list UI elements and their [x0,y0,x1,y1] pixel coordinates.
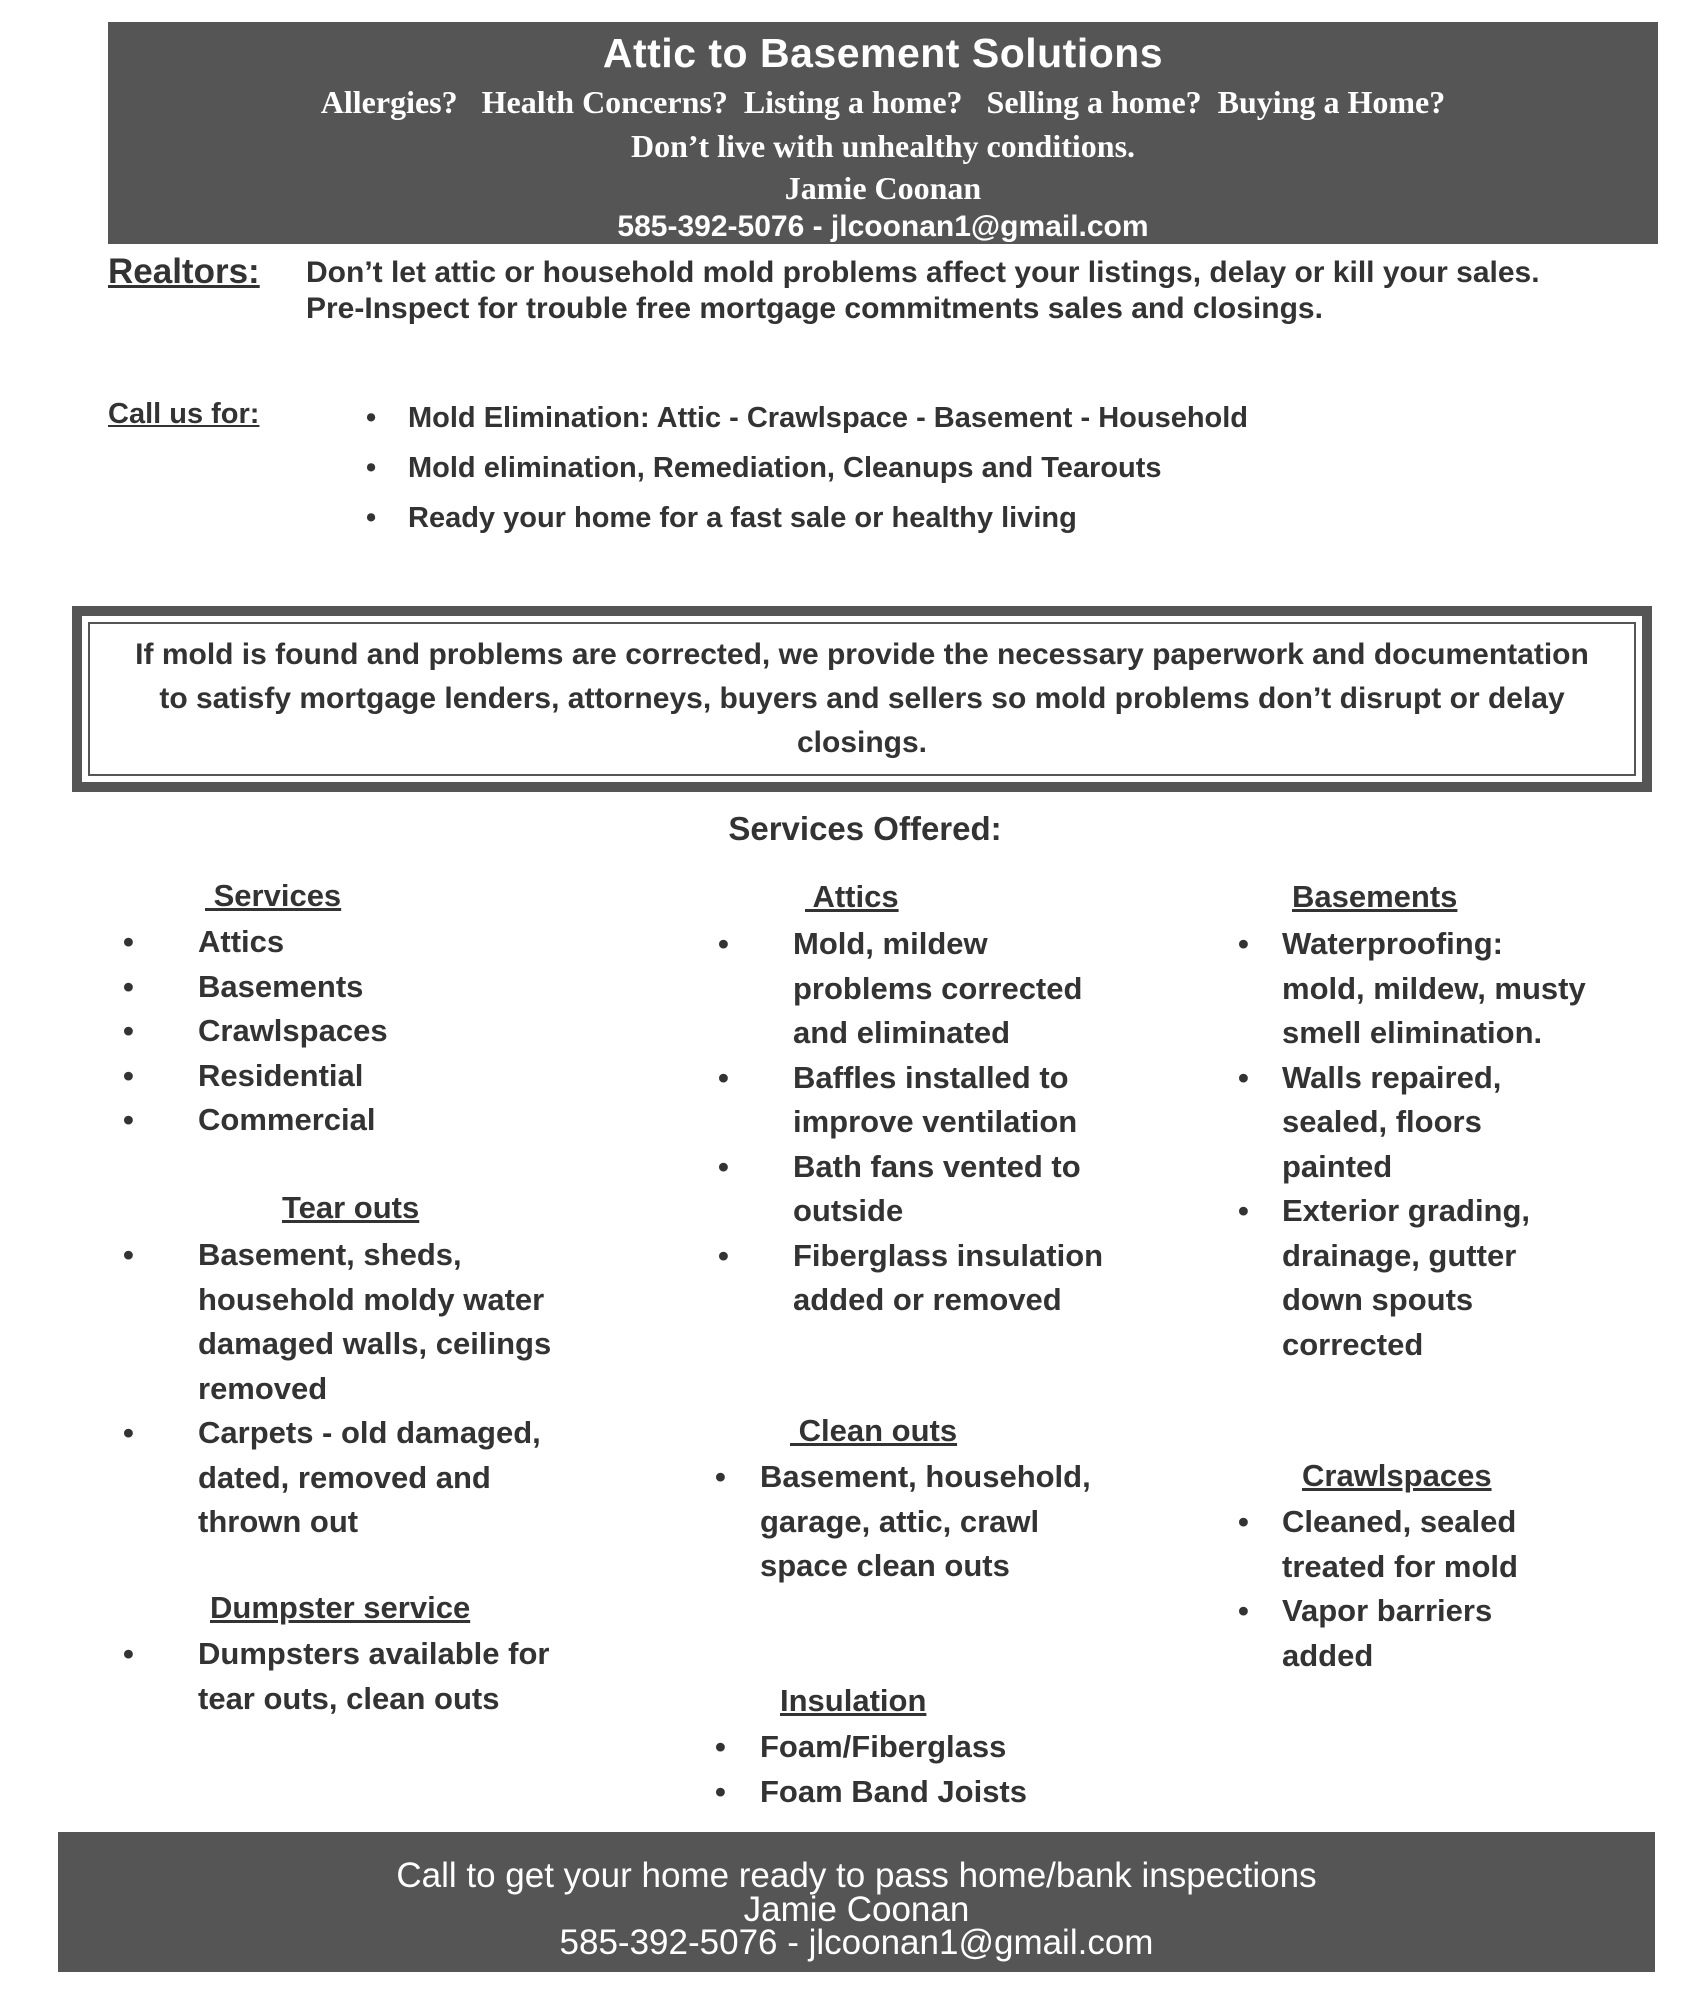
dumpster-list [198,1632,568,1721]
list-item: • Mold, mildew problems corrected and eliminated [793,922,1133,1056]
tear-outs-list [198,1233,598,1545]
list-item: • Commercial [198,1098,598,1143]
dumpster-title: Dumpster service [210,1590,471,1625]
clean-outs-title: Clean outs [790,1413,958,1448]
list-item: • Foam/Fiberglass [760,1725,1160,1770]
list-item: • Fiberglass insulation added or removed [793,1234,1133,1323]
header-tagline: Don’t live with unhealthy conditions. [630,128,1136,164]
realtors-text: Don’t let attic or household mold problems affect your listings, delay or kill your sales. Pre-Inspect for trouble free mortgage commitments sales and closings. [306,256,1540,325]
footer-contact: 585-392-5076 - jlcoonan1@gmail.com [559,1923,1154,1962]
attics-list [793,922,1133,1323]
crawlspaces-list [1282,1500,1592,1678]
footer-banner [58,1832,1655,1972]
call-us-label: Call us for: [108,398,260,430]
realtors-label: Realtors: [108,252,260,291]
list-item: • Cleaned, sealed treated for mold [1282,1500,1592,1589]
call-us-item: • Mold elimination, Remediation, Cleanups and Tearouts [408,448,1248,498]
list-item: • Waterproofing: mold, mildew, musty smell elimination. [1282,922,1592,1056]
services-title: Services [205,878,342,913]
header-contact: 585-392-5076 - jlcoonan1@gmail.com [617,210,1149,243]
clean-outs-list [760,1455,1110,1589]
list-item: • Walls repaired, sealed, floors painted [1282,1056,1592,1190]
call-us-list [408,398,1248,548]
list-item: • Basement, household, garage, attic, crawl space clean outs [760,1455,1110,1589]
tear-outs-title: Tear outs [282,1190,420,1225]
list-item: • Attics [198,920,598,965]
list-item: • Dumpsters available for tear outs, clean outs [198,1632,568,1721]
header-banner [108,22,1658,244]
header-questions: Allergies? Health Concerns? Listing a home? Selling a home? Buying a Home? [320,84,1446,120]
list-item: • Foam Band Joists [760,1770,1160,1815]
list-item: • Basements [198,965,598,1010]
list-item: • Bath fans vented to outside [793,1145,1133,1234]
footer-callout: Call to get your home ready to pass home/bank inspections [396,1856,1317,1895]
basements-list [1282,922,1592,1367]
services-offered-heading: Services Offered: [728,810,1002,847]
list-item: • Crawlspaces [198,1009,598,1054]
notice-box [72,606,1652,792]
list-item: • Basement, sheds, household moldy water damaged walls, ceilings removed [198,1233,598,1411]
notice-text: If mold is found and problems are corrected, we provide the necessary paperwork and documentation to satisfy mortgage lenders, attorneys, buyers and sellers so mold problems don’t disrupt or delay closings. [88,622,1636,776]
header-name: Jamie Coonan [784,170,982,206]
basements-title: Basements [1292,879,1458,914]
call-us-item: • Ready your home for a fast sale or healthy living [408,498,1248,548]
crawlspaces-title: Crawlspaces [1302,1458,1492,1493]
footer-name: Jamie Coonan [743,1890,970,1929]
services-list [198,920,598,1143]
business-title: Attic to Basement Solutions [602,30,1164,76]
insulation-list [760,1725,1160,1814]
list-item: • Vapor barriers added [1282,1589,1592,1678]
attics-title: Attics [805,879,899,914]
list-item: • Baffles installed to improve ventilation [793,1056,1133,1145]
insulation-title: Insulation [780,1683,927,1718]
list-item: • Residential [198,1054,598,1099]
call-us-item: • Mold Elimination: Attic - Crawlspace - Basement - Household [408,398,1248,448]
list-item: • Carpets - old damaged, dated, removed and thrown out [198,1411,598,1545]
list-item: • Exterior grading, drainage, gutter down spouts corrected [1282,1189,1592,1367]
